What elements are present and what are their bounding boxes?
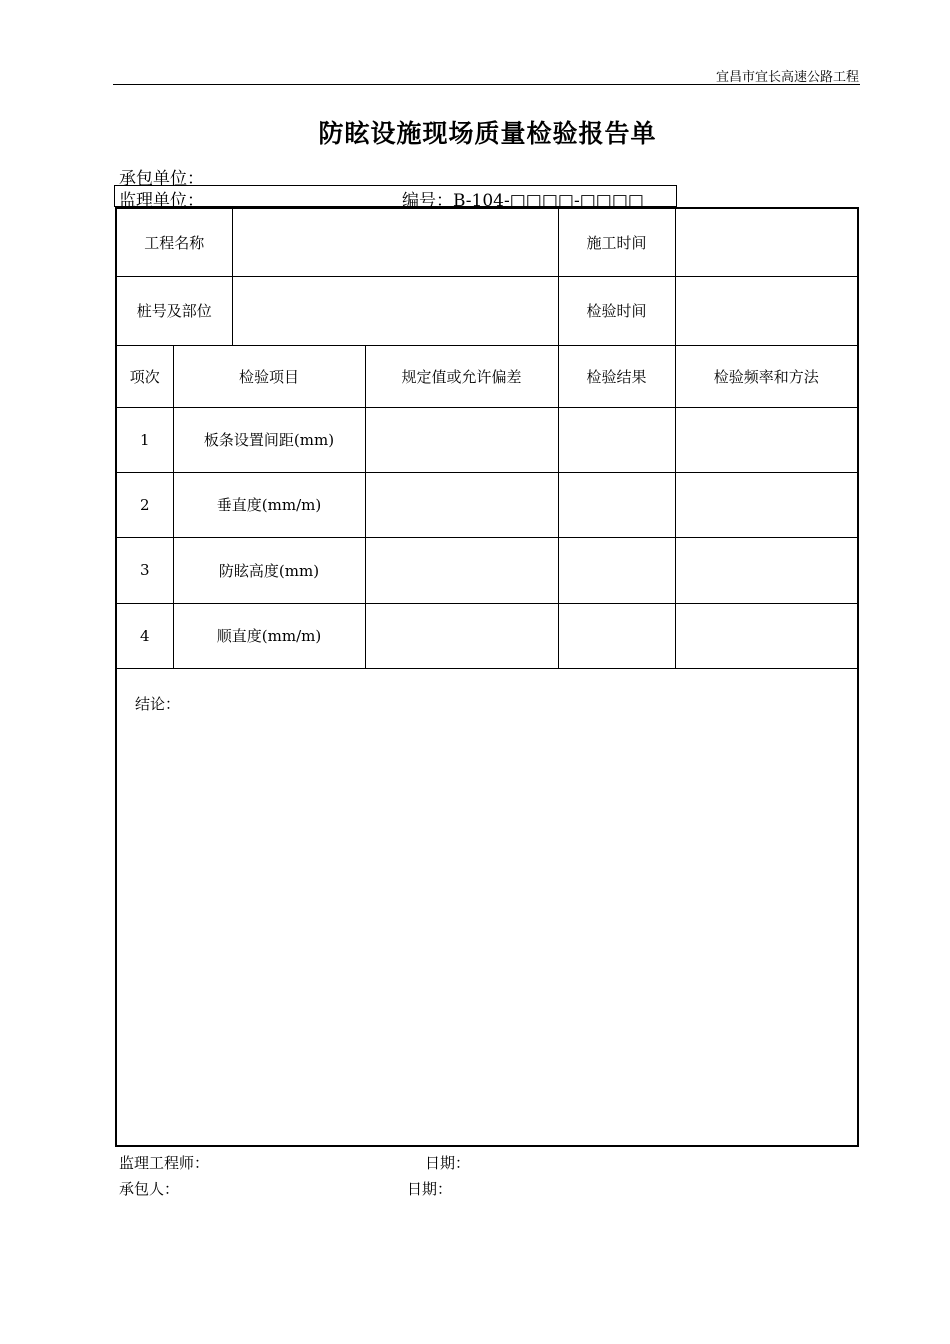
project-name-value[interactable]: [232, 208, 558, 276]
construction-time-label: 施工时间: [558, 208, 675, 276]
row-no: 3: [116, 537, 173, 603]
header-frequency-method: 检验频率和方法: [675, 345, 858, 407]
header-tolerance: 规定值或允许偏差: [365, 345, 558, 407]
conclusion-cell[interactable]: [116, 668, 858, 1146]
contractor-signature-label: 承包人：: [119, 1180, 180, 1198]
document-code: 编号：B-104-□□□□-□□□□: [402, 191, 644, 211]
conclusion-label: 结论：: [135, 694, 181, 713]
header-project-name: 宜昌市宜长高速公路工程: [715, 70, 859, 85]
header-result: 检验结果: [558, 345, 675, 407]
row-tolerance-cell[interactable]: [365, 603, 558, 668]
conclusion-row: [116, 668, 858, 1146]
row-result-cell[interactable]: [558, 407, 675, 472]
row-no: 2: [116, 472, 173, 537]
engineer-date-label: 日期：: [425, 1154, 471, 1172]
supervising-engineer-label: 监理工程师：: [119, 1154, 210, 1172]
row-no: 1: [116, 407, 173, 472]
table-row: [116, 603, 858, 668]
row-result-cell[interactable]: [558, 537, 675, 603]
header-inspection-item: 检验项目: [173, 345, 365, 407]
supervisor-label: 监理单位：: [119, 191, 204, 211]
row-result-cell[interactable]: [558, 472, 675, 537]
project-name-label: 工程名称: [116, 208, 232, 276]
row-frequency-cell[interactable]: [675, 407, 858, 472]
row-no: 4: [116, 603, 173, 668]
construction-time-value[interactable]: [675, 208, 858, 276]
row-tolerance-cell[interactable]: [365, 472, 558, 537]
table-header-row: [116, 345, 858, 407]
row-frequency-cell[interactable]: [675, 603, 858, 668]
inspection-time-value[interactable]: [675, 276, 858, 345]
contractor-label: 承包单位：: [119, 169, 204, 189]
table-row: [116, 537, 858, 603]
station-row: [116, 276, 858, 345]
table-row: [116, 407, 858, 472]
document-title: 防眩设施现场质量检验报告单: [318, 119, 657, 148]
header-item-no: 项次: [116, 345, 173, 407]
row-frequency-cell[interactable]: [675, 472, 858, 537]
row-result-cell[interactable]: [558, 603, 675, 668]
row-item: 板条设置间距(mm): [173, 407, 365, 472]
header-divider: [113, 84, 860, 85]
contractor-date-label: 日期：: [407, 1180, 453, 1198]
table-row: [116, 472, 858, 537]
row-frequency-cell[interactable]: [675, 537, 858, 603]
station-label: 桩号及部位: [116, 276, 232, 345]
project-name-row: [116, 208, 858, 276]
inspection-time-label: 检验时间: [558, 276, 675, 345]
row-item: 垂直度(mm/m): [173, 472, 365, 537]
row-tolerance-cell[interactable]: [365, 407, 558, 472]
row-item: 顺直度(mm/m): [173, 603, 365, 668]
inspection-table: [115, 207, 859, 1147]
station-value[interactable]: [232, 276, 558, 345]
row-tolerance-cell[interactable]: [365, 537, 558, 603]
row-item: 防眩高度(mm): [173, 537, 365, 603]
